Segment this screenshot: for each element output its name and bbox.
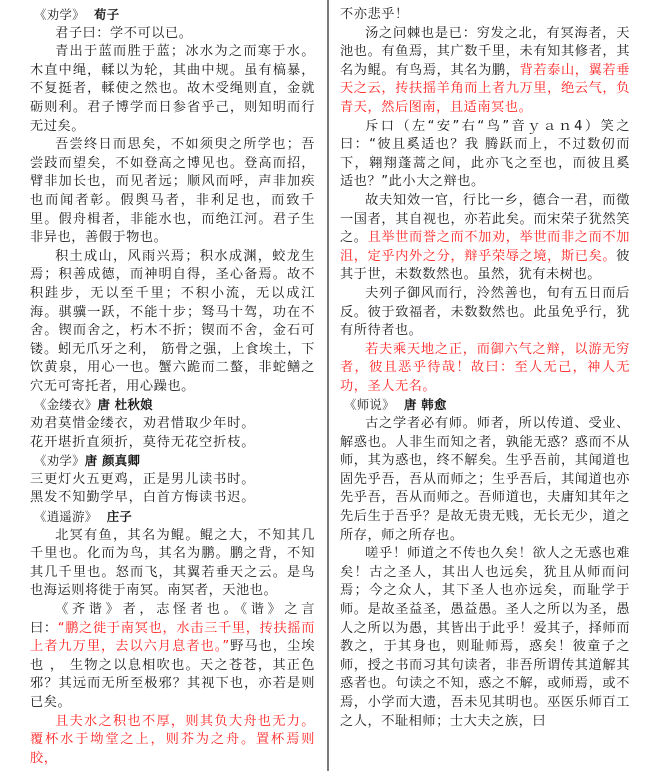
text-run: 《齐谐》者，志怪者也。《谐》之言曰： — [30, 602, 315, 636]
paragraph: 斥口（左“安”右“鸟”音ｙａｎ4）笑之曰：“彼且奚适也？我 腾跃而上，不过数仞而下，翱翔蓬蒿之间，此亦飞之至也，而彼且奚 适也？”此小大之辩也。 — [340, 118, 630, 190]
heading-jinlvyi — [30, 396, 315, 415]
heading-author: 庄子 — [106, 509, 133, 525]
paragraph — [340, 25, 630, 118]
text-run: 彼其于世，未数数然也。虽然，犹有未树也。 — [340, 248, 630, 283]
paragraph: 北冥有鱼，其名为鲲。鲲之大，不知其几千里也。化而为鸟，其名为鹏。鹏之背，不知其几千里也。怒而飞，其翼若垂天之云。是鸟也海运则将徙于南冥。南冥者，天池也。 — [30, 527, 315, 599]
paragraph: 古之学者必有师。师者，所以传道、受业、解惑也。人非生而知之者，孰能无惑？惑而不从师，其为惑也，终不解矣。生乎吾前，其闻道也固先乎吾，吾从而师之；生乎吾后，其闻道也亦先乎吾，吾从而师之。吾师道也，夫庸知其年之先后生于吾乎？是故无贵无贱，无长无少，道之所存，师之所存也。 — [340, 416, 630, 543]
heading-shishuo — [340, 396, 630, 415]
paragraph: 嗟乎！师道之不传也久矣！欲人之无惑也难矣！古之圣人，其出人也远矣，犹且从师而问焉；今之众人，其下圣人也亦远矣，而耻学于师。是故圣益圣，愚益愚。圣人之所以为圣，愚人之所以为愚，其皆出于此乎！爱其子，择师而教之，于其身也，则耻师焉，惑矣！彼童子之师，授之书而习其句读者，非吾所谓传其道解其惑者也。句读之不知，惑之不解，或师焉，或不焉，小学而大遗，吾未见其明也。巫医乐师百工之人，不耻相师；士大夫之族，曰 — [340, 546, 630, 729]
highlighted-paragraph: 若夫乘天地之正，而御六气之辩，以游无穷者，彼且恶乎待哉！故曰：至人无己，神人无功，圣人无名。 — [340, 341, 630, 394]
paragraph: 吾尝终日而思矣，不如须臾之所学也；吾尝跂而望矣，不如登高之博见也。登高而招，臂非加长也，而见者远；顺风而呼，声非加疾也而闻者彰。假舆马者，非利足也，而致千里。假舟楫者，非能水也，而绝江河。君子生非异也，善假于物也。 — [30, 137, 315, 246]
heading-author: 唐 颜真卿 — [84, 453, 141, 469]
heading-title: 《逍遥游》 — [34, 509, 98, 525]
paragraph — [30, 601, 315, 713]
right-column — [340, 6, 630, 731]
left-column — [30, 6, 315, 768]
column-divider — [327, 0, 329, 771]
paragraph: 不亦悲乎！ — [340, 7, 409, 22]
poem-line: 劝君莫惜金缕衣，劝君惜取少年时。 — [30, 416, 256, 432]
heading-author: 唐 韩愈 — [404, 397, 447, 413]
poem-line: 三更灯火五更鸡，正是男儿读书时。 — [30, 471, 256, 487]
highlighted-paragraph: 且夫水之积也不厚，则其负大舟也无力。覆杯水于坳堂之上，则芥为之舟。置杯焉则胶， — [30, 713, 315, 766]
heading-xiaoyaoyou — [30, 508, 315, 527]
highlighted-text: 背若泰山，翼若垂天之云，抟扶摇羊角而上者九万里，绝云气，负青天，然后图南，且适南冥也。 — [340, 62, 630, 115]
poem-line: 花开堪折直须折，莫待无花空折枝。 — [30, 434, 256, 450]
heading-quanxue-yan — [30, 452, 315, 471]
text-run: 故夫知效一官，行比一乡，德合一君，而徵一国者，其自视也，亦若此矣。而宋荣子犹然笑之。 — [340, 192, 630, 246]
paragraph: 青出于蓝而胜于蓝；冰水为之而寒于水。木直中绳，輮以为轮，其曲中规。虽有槁暴，不复挺者，輮使之然也。故木受绳则直，金就砺则利。君子博学而日参省乎己，则知明而行无过矣。 — [30, 44, 315, 134]
heading-title: 《劝学》 — [34, 453, 85, 469]
paragraph — [340, 192, 630, 285]
paragraph: 君子曰：学不可以已。 — [55, 25, 193, 41]
heading-author: 荀子 — [94, 7, 120, 22]
text-run: 汤之问棘也是已：穷发之北，有冥海者，天池也。有鱼焉，其广数千里，未有知其修者，其名为鲲。有鸟焉，其名为鹏， — [340, 25, 630, 78]
text-run: 野马也，尘埃也 ， 生物之以息相吹也。天之苍苍，其正色邪？其远而无所至极邪？其视下也，亦若是则已矣。 — [30, 639, 315, 710]
paragraph: 夫列子御风而行，泠然善也，旬有五日而后反。彼于致福者，未数数然也。此虽免乎行，犹有所待者也。 — [340, 285, 630, 339]
highlighted-text: “鹏之徙于南冥也，水击三千里，抟扶摇而上者九万里，去以六月息者也。” — [30, 620, 315, 655]
poem-line: 黑发不知勤学早，白首方悔读书迟。 — [30, 490, 256, 506]
highlighted-text: 且举世而誉之而不加劝，举世而非之而不加沮，定乎内外之分，辩乎荣辱之境，斯已矣。 — [340, 230, 630, 264]
heading-title: 《金缕衣》 — [34, 397, 98, 413]
heading-author: 唐 杜秋娘 — [97, 397, 153, 413]
heading-title: 《师说》 — [344, 397, 395, 413]
paragraph: 积土成山，风雨兴焉；积水成渊，蛟龙生焉；积善成德，而神明自得，圣心备焉。故不积跬步，无以至千里；不积小流，无以成江海。骐骥一跃，不能十步；驽马十驾，功在不舍。锲而舍之，朽木不折；锲而不舍，金石可镂。蚓无爪牙之利， 筋骨之强，上食埃土，下饮黄泉，用心一也。蟹六跪而二螯，非蛇鳝之穴无可寄托者，用心躁也。 — [30, 248, 315, 394]
heading-quanxue-xunzi — [30, 6, 315, 25]
heading-title: 《劝学》 — [34, 7, 85, 22]
